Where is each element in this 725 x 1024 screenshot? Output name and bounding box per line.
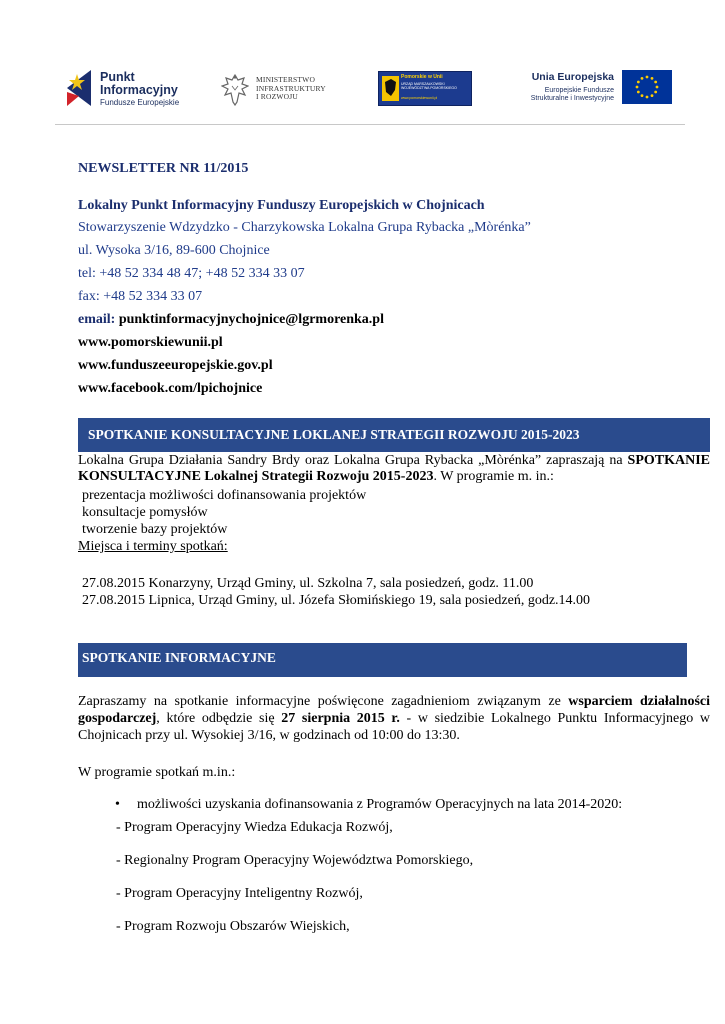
section1-intro-bold: SPOTKANIE KONSULTACYJNE Lokalnej Strategii Rozwoju 2015-2023 [78, 453, 711, 484]
association: Stowarzyszenie Wdzydzko - Charzykowska Lokalna Grupa Rybacka „Mòrénka” [78, 220, 531, 235]
program-item-4: - Program Rozwoju Obszarów Wiejskich, [116, 919, 350, 934]
fax: fax: +48 52 334 33 07 [78, 289, 203, 304]
eu-star-icon [637, 81, 640, 84]
link-facebook-text[interactable]: www.facebook.com/lpichojnice [78, 381, 263, 396]
program-item-1: - Program Operacyjny Wiedza Edukacja Rozwój, [116, 820, 393, 835]
pomorskie-line2 [401, 82, 457, 90]
section2-header: SPOTKANIE INFORMACYJNE [78, 643, 687, 677]
eu-star-icon [646, 96, 649, 99]
section1-intro [78, 453, 710, 485]
section2-p-e: - w siedzibie Lokalnego Punktu Informacyjnego w Chojnicach przy ul. Wysokiej 3/16, w godzinach od 10:00 do 13:30. [78, 711, 710, 743]
eagle-emblem-icon [221, 72, 249, 106]
section1-header: SPOTKANIE KONSULTACYJNE LOKLANEJ STRATEGII ROZWOJU 2015-2023 [78, 418, 710, 452]
newsletter-title: NEWSLETTER NR 11/2015 [78, 161, 249, 176]
section1-intro-part2: . W programie m. in.: [433, 469, 554, 484]
logo-bar [55, 58, 685, 120]
eu-star-icon [637, 91, 640, 94]
header-divider [55, 124, 685, 125]
link-pomorskie[interactable] [78, 334, 223, 351]
email-line [78, 311, 384, 328]
section1-item-2: konsultacje pomysłów [82, 505, 208, 520]
eu-star-icon [656, 86, 659, 89]
pomorskie-line1: Pomorskie w Unii [401, 74, 443, 80]
bullet-text: możliwości uzyskania dofinansowania z Programów Operacyjnych na lata 2014-2020: [137, 797, 623, 812]
link-fundusze-text[interactable]: www.funduszeeuropejskie.gov.pl [78, 358, 273, 373]
section1-intro-part1: Lokalna Grupa Działania Sandry Brdy oraz Lokalna Grupa Rybacka „Mòrénka” zapraszają na [78, 453, 623, 468]
link-pomorskie-text[interactable]: www.pomorskiewunii.pl [78, 335, 223, 350]
address: ul. Wysoka 3/16, 89-600 Chojnice [78, 243, 270, 258]
section1-item-1: prezentacja możliwości dofinansowania projektów [82, 488, 367, 503]
pomorskie-line2a: URZĄD MARSZAŁKOWSKI [401, 82, 445, 86]
ministry-line-3: I ROZWOJU [256, 92, 299, 101]
program-label: W programie spotkań m.in.: [78, 765, 236, 780]
phone: tel: +48 52 334 48 47; +48 52 334 33 07 [78, 266, 305, 281]
section2-p-b: wsparciem działalności gospodarczej [78, 694, 711, 726]
pomorskie-line3: www.pomorskiewunii.pl [401, 96, 438, 100]
section2-paragraph [78, 693, 710, 744]
section2-p-d: 27 sierpnia 2015 r. [281, 711, 400, 726]
eu-star-icon [641, 77, 644, 80]
eu-star-icon [641, 94, 644, 97]
schedule-label: Miejsca i terminy spotkań: [78, 539, 228, 554]
email-label: email: [78, 312, 116, 327]
eu-line2: Europejskie Fundusze [544, 87, 614, 94]
pomorskie-map-icon [382, 76, 399, 101]
eu-flag-icon [622, 70, 672, 104]
ministry-line-1: MINISTERSTWO [256, 75, 316, 84]
ministry-logo [221, 72, 351, 108]
eu-star-icon [654, 91, 657, 94]
org-name: Lokalny Punkt Informacyjny Funduszy Europejskich w Chojnicach [78, 198, 485, 213]
link-fundusze[interactable] [78, 357, 273, 374]
eu-star-icon [651, 77, 654, 80]
section2-p-c: , które odbędzie się [156, 711, 282, 726]
section1-item-3: tworzenie bazy projektów [82, 522, 228, 537]
eu-line1: Unia Europejska [531, 71, 614, 83]
link-facebook[interactable] [78, 380, 262, 397]
ministry-text [256, 76, 326, 102]
program-item-2: - Regionalny Program Operacyjny Województwa Pomorskiego, [116, 853, 474, 868]
punkt-informacyjny-logo [63, 64, 193, 112]
star-icon [63, 66, 93, 110]
pomorskie-logo [378, 71, 472, 106]
pi-line2: Informacyjny [100, 83, 178, 97]
bullet-icon: • [115, 797, 120, 812]
eu-star-icon [646, 76, 649, 79]
eu-line3: Strukturalne i Inwestycyjne [530, 95, 614, 102]
eu-star-icon [651, 94, 654, 97]
ministry-line-2: INFRASTRUKTURY [256, 83, 326, 93]
pomorskie-line2b: WOJEWÓDZTWA POMORSKIEGO [401, 86, 457, 90]
eu-logo [510, 66, 680, 112]
section2-p-a: Zapraszamy na spotkanie informacyjne poświęcone zagadnieniom związanym ze [78, 694, 569, 709]
eu-star-icon [636, 86, 639, 89]
email-link[interactable]: punktinformacyjnychojnice@lgrmorenka.pl [118, 312, 384, 327]
program-item-3: - Program Operacyjny Inteligentny Rozwój, [116, 886, 363, 901]
pi-line1: Punkt [100, 70, 135, 84]
schedule-item-2: 27.08.2015 Lipnica, Urząd Gminy, ul. Józefa Słomińskiego 19, sala posiedzeń, godz.14.00 [82, 593, 591, 608]
pi-line3: Fundusze Europejskie [100, 98, 180, 107]
schedule-item-1: 27.08.2015 Konarzyny, Urząd Gminy, ul. Szkolna 7, sala posiedzeń, godz. 11.00 [82, 576, 534, 591]
eu-star-icon [654, 81, 657, 84]
